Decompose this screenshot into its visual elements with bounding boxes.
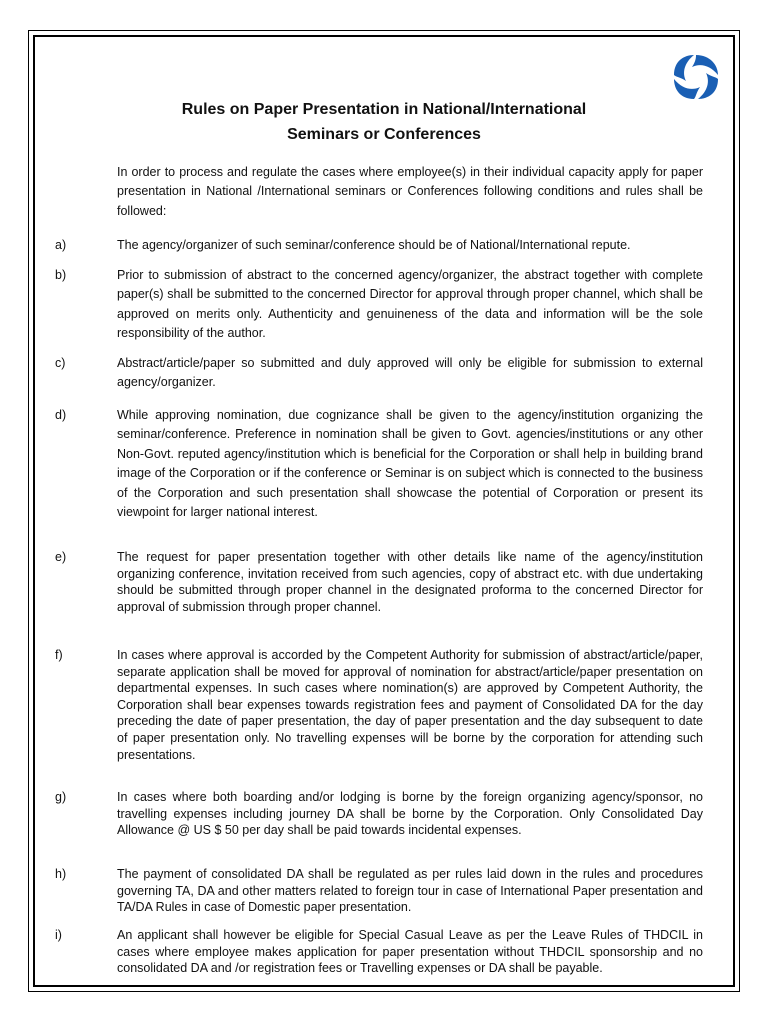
list-item — [55, 789, 703, 839]
page-content — [33, 35, 735, 987]
item-text: In cases where both boarding and/or lodging is borne by the foreign organizing agency/sponsor, no travelling expenses including journey DA shall be borne by the Corporation. Only Consolidated Day Allowance @ US $ 50 per day shall be paid towards incidental expenses. — [117, 790, 703, 838]
item-marker: g) — [55, 790, 67, 804]
document-title — [35, 97, 733, 147]
item-text: In cases where approval is accorded by the Competent Authority for submission of abstract/article/paper, separate application shall be moved for approval of nomination for abstract/article/paper presentation on departmental expenses. In such cases where nomination(s) are approved by Competent Authority, the Corporation shall bear expenses towards registration fees and payment of Consolidated DA for the day preceding the date of paper presentation, the day of paper presentation and the day subsequent to date of paper presentation only. No travelling expenses will be borne by the corporation for attending such presentations. — [117, 648, 703, 762]
item-marker: d) — [55, 408, 67, 422]
list-item — [55, 406, 703, 522]
item-text: An applicant shall however be eligible for Special Casual Leave as per the Leave Rules of THDCIL in cases where employee makes application for paper presentation without THDCIL sponsorship and no consolidated DA and /or registration fees or Travelling expenses or DA shall be payable. — [117, 928, 703, 976]
item-marker: a) — [55, 238, 67, 252]
intro-paragraph: In order to process and regulate the cases where employee(s) in their individual capacity apply for paper presentation in National /International seminars or Conferences following conditions and rules shall be followed: — [117, 165, 703, 218]
list-item — [55, 549, 703, 615]
company-logo-icon — [670, 51, 722, 103]
list-item — [55, 236, 703, 255]
item-text: While approving nomination, due cognizance shall be given to the agency/institution organizing the seminar/conference. Preference in nomination shall be given to Govt. agencies/institutions or any other Non-Govt. reputed agency/institution which is beneficial for the Corporation or shall help in building brand image of the Corporation or if the conference or Seminar is on subject which is connected to the business of the Corporation and such presentation shall showcase the potential of Corporation or present its viewpoint for larger national interest. — [117, 408, 703, 520]
list-item — [55, 866, 703, 916]
item-text: The request for paper presentation together with other details like name of the agency/institution organizing conference, invitation received from such agencies, copy of abstract etc. with due undertaking should be submitted through proper channel in the designated proforma to the concerned Director for approval of submission through proper channel. — [117, 550, 703, 614]
item-marker: h) — [55, 867, 67, 881]
title-line-1: Rules on Paper Presentation in National/International — [181, 101, 587, 118]
list-item — [55, 354, 703, 393]
item-text: Prior to submission of abstract to the concerned agency/organizer, the abstract together with complete paper(s) shall be submitted to the concerned Director for approval through proper channel, which shall be approved on merits only. Authenticity and genuineness of the data and information will be the sole responsibility of the author. — [117, 268, 703, 341]
item-marker: i) — [55, 928, 62, 942]
list-item — [55, 647, 703, 763]
item-marker: f) — [55, 648, 63, 662]
list-item — [55, 927, 703, 977]
list-item — [55, 266, 703, 344]
item-marker: e) — [55, 550, 67, 564]
title-line-2: Seminars or Conferences — [287, 126, 481, 143]
item-marker: c) — [55, 356, 66, 370]
item-text: The agency/organizer of such seminar/conference should be of National/International repute. — [117, 238, 631, 252]
item-marker: b) — [55, 268, 67, 282]
item-text: The payment of consolidated DA shall be regulated as per rules laid down in the rules and procedures governing TA, DA and other matters related to foreign tour in case of International Paper presentation and TA/DA Rules in case of Domestic paper presentation. — [117, 867, 703, 915]
item-text: Abstract/article/paper so submitted and duly approved will only be eligible for submission to external agency/organizer. — [117, 356, 703, 390]
